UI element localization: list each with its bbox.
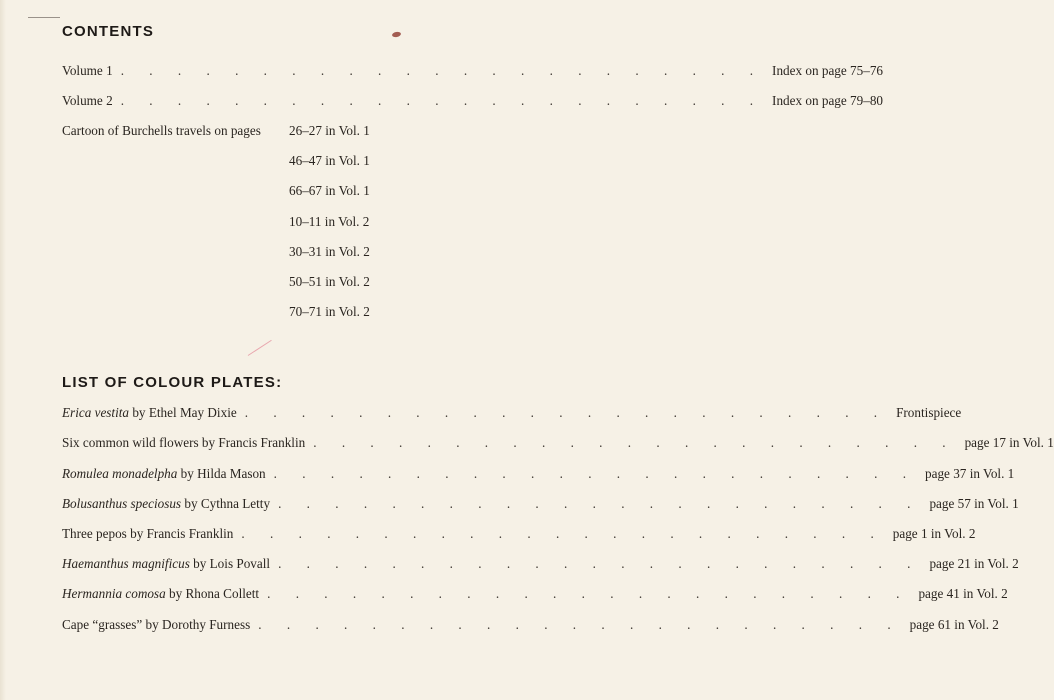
contents-volume-ref: Index on page 79–80	[772, 93, 884, 108]
plate-row	[62, 586, 1008, 604]
plate-title	[62, 466, 266, 482]
plate-artist: by Lois Povall	[189, 556, 271, 571]
plate-species-name: Hermannia comosa	[62, 586, 166, 601]
plate-title	[62, 496, 270, 512]
plate-title	[62, 405, 237, 421]
plate-row	[62, 405, 962, 423]
cartoon-pages-item: 50–51 in Vol. 2	[289, 274, 370, 289]
plate-species-name: Erica vestita	[62, 405, 130, 420]
plate-artist: Six common wild flowers by Francis Franklin	[62, 435, 306, 450]
plate-page-ref: page 17 in Vol. 1	[964, 435, 1054, 450]
plate-row	[62, 526, 976, 544]
plate-title	[62, 556, 270, 572]
plate-page-ref: page 61 in Vol. 2	[909, 617, 999, 632]
plate-page-ref: Frontispiece	[896, 405, 962, 420]
cartoon-pages-item: 26–27 in Vol. 1	[289, 123, 370, 138]
ink-speck	[392, 31, 402, 38]
plate-page-ref: page 1 in Vol. 2	[892, 526, 976, 541]
plate-page-ref: page 21 in Vol. 2	[929, 556, 1019, 571]
plate-species-name: Romulea monadelpha	[62, 466, 178, 481]
dot-leader: . . . . . . . . . . . . . . . . . . . . . . .	[241, 526, 885, 541]
contents-row-volume-2	[62, 93, 884, 111]
contents-volume-ref: Index on page 75–76	[772, 63, 884, 78]
plate-page-ref: page 41 in Vol. 2	[918, 586, 1008, 601]
pencil-mark	[248, 340, 272, 356]
cartoon-pages-item: 46–47 in Vol. 1	[289, 153, 370, 168]
dot-leader: . . . . . . . . . . . . . . . . . . . . . . .	[278, 556, 922, 571]
dot-leader: . . . . . . . . . . . . . . . . . . . . . . .	[244, 405, 889, 420]
plate-artist: by Ethel May Dixie	[129, 405, 237, 420]
plate-page-ref: page 57 in Vol. 1	[929, 496, 1019, 511]
plate-species-name: Haemanthus magnificus	[62, 556, 190, 571]
page-fold-shadow	[0, 0, 6, 700]
plate-row	[62, 435, 1054, 453]
cartoon-pages-item: 66–67 in Vol. 1	[289, 183, 370, 198]
cartoon-label: Cartoon of Burchells travels on pages	[62, 123, 261, 138]
dot-leader: . . . . . . . . . . . . . . . . . . . . . . .	[313, 435, 957, 450]
contents-heading: CONTENTS	[62, 23, 155, 40]
plate-row	[62, 496, 1019, 514]
plate-artist: by Hilda Mason	[177, 466, 266, 481]
plate-artist: Three pepos by Francis Franklin	[62, 526, 234, 541]
plate-row	[62, 617, 999, 635]
cartoon-pages-item: 70–71 in Vol. 2	[289, 304, 370, 319]
plate-title	[62, 435, 305, 451]
dot-leader: . . . . . . . . . . . . . . . . . . . . . . .	[258, 617, 902, 632]
dot-leader: . . . . . . . . . . . . . . . . . . . . . . .	[273, 466, 918, 481]
plate-row	[62, 466, 1015, 484]
contents-volume-label: Volume 1	[62, 63, 113, 78]
plate-title	[62, 617, 250, 633]
dot-leader: . . . . . . . . . . . . . . . . . . . . . . .	[120, 93, 765, 108]
plate-artist: by Rhona Collett	[165, 586, 260, 601]
dot-leader: . . . . . . . . . . . . . . . . . . . . . . .	[120, 63, 765, 78]
plate-artist: by Cythna Letty	[181, 496, 271, 511]
plate-row	[62, 556, 1019, 574]
top-margin-mark	[28, 17, 60, 18]
plate-artist: Cape “grasses” by Dorothy Furness	[62, 617, 251, 632]
plate-page-ref: page 37 in Vol. 1	[925, 466, 1015, 481]
contents-row-volume-1	[62, 63, 884, 81]
plate-title	[62, 586, 259, 602]
plate-title	[62, 526, 233, 542]
dot-leader: . . . . . . . . . . . . . . . . . . . . . . .	[278, 496, 922, 511]
cartoon-pages-item: 10–11 in Vol. 2	[289, 214, 370, 229]
plate-species-name: Bolusanthus speciosus	[62, 496, 182, 511]
colour-plates-heading: LIST OF COLOUR PLATES:	[62, 374, 283, 391]
cartoon-pages-item: 30–31 in Vol. 2	[289, 244, 370, 259]
contents-volume-label: Volume 2	[62, 93, 113, 108]
dot-leader: . . . . . . . . . . . . . . . . . . . . . . .	[267, 586, 911, 601]
